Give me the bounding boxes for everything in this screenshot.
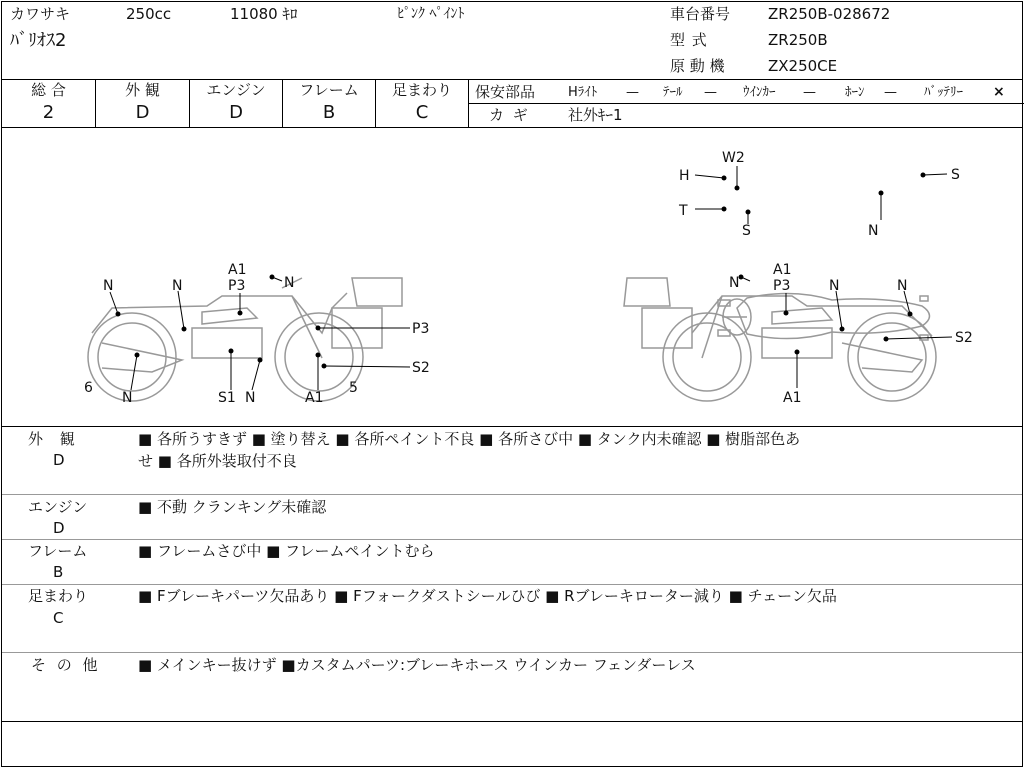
remark-exterior-label: 外 観 — [28, 430, 81, 448]
label-w2: W2 — [722, 150, 745, 166]
divider — [2, 79, 1022, 80]
safety-tail: ﾃｰﾙ — [663, 85, 683, 100]
key-value: 社外ｷｰ1 — [568, 106, 623, 124]
engine-type-label: 原 動 機 — [670, 57, 725, 75]
frame-number-value: ZR250B-028672 — [768, 5, 891, 23]
remark-exterior-grade: D — [53, 451, 65, 469]
label-s2: S2 — [955, 330, 973, 346]
label-n: N — [897, 278, 908, 294]
engine-type-value: ZX250CE — [768, 57, 838, 75]
remark-exterior-text2: せ ■ 各所外装取付不良 — [138, 452, 297, 470]
grade-overall-label: 総 合 — [31, 81, 66, 99]
remark-suspension-text: ■ Fブレーキパーツ欠品あり ■ Fフォークダストシールひび ■ Rブレーキローター減り ■ チェーン欠品 — [138, 587, 837, 605]
label-n: N — [245, 390, 256, 406]
label-a1: A1 — [228, 262, 247, 278]
remark-frame-text: ■ フレームさび中 ■ フレームペイントむら — [138, 542, 435, 560]
safety-battery: ﾊﾞｯﾃﾘｰ — [924, 85, 963, 100]
label-h: H — [679, 168, 690, 184]
key-label: カ ギ — [489, 106, 530, 124]
model-name: ﾊﾞﾘｵｽ2 — [10, 30, 67, 51]
label-n: N — [172, 278, 183, 294]
safety-winker-mark: — — [803, 85, 816, 100]
label-n: N — [122, 390, 133, 406]
mileage: 11080 ｷﾛ — [230, 5, 298, 23]
safety-headlight: Hﾗｲﾄ — [568, 85, 598, 100]
frame-number-label: 車台番号 — [670, 5, 731, 23]
label-n: N — [829, 278, 840, 294]
safety-winker: ｳｲﾝｶｰ — [743, 85, 776, 100]
label-n: N — [729, 275, 740, 291]
inspection-sheet — [1, 1, 1023, 767]
label-p3: P3 — [773, 278, 791, 294]
safety-horn-mark: — — [884, 85, 897, 100]
remark-exterior-text: ■ 各所うすきず ■ 塗り替え ■ 各所ペイント不良 ■ 各所さび中 ■ タンク内未確認 ■ 樹脂部色あ — [138, 430, 801, 448]
label-p3: P3 — [412, 321, 430, 337]
remark-suspension-grade: C — [53, 609, 64, 627]
label-n: N — [284, 275, 295, 291]
model-type-value: ZR250B — [768, 31, 828, 49]
safety-horn: ﾎｰﾝ — [845, 85, 865, 100]
label-a1: A1 — [773, 262, 792, 278]
grade-exterior-label: 外 観 — [125, 81, 160, 99]
label-n: N — [103, 278, 114, 294]
color: ﾋﾟﾝｸ ﾍﾟｲﾝﾄ — [397, 6, 465, 22]
grade-frame-label: フレーム — [299, 81, 359, 99]
label-s1: S1 — [218, 390, 236, 406]
remark-frame-grade: B — [53, 563, 64, 581]
label-n-top: N — [868, 223, 879, 239]
safety-headlight-mark: — — [626, 85, 639, 100]
label-a1: A1 — [783, 390, 802, 406]
displacement: 250cc — [126, 5, 172, 23]
remark-engine-text: ■ 不動 クランキング未確認 — [138, 498, 327, 516]
bike-diagram — [2, 128, 1022, 426]
grade-suspension-label: 足まわり — [391, 81, 452, 99]
remark-other-label: そ の 他 — [31, 656, 101, 674]
safety-battery-mark: × — [993, 84, 1005, 100]
remark-suspension-label: 足まわり — [28, 587, 89, 605]
label-t: T — [679, 203, 688, 219]
label-6: 6 — [84, 380, 93, 396]
grade-engine-value: D — [229, 102, 243, 123]
remark-other-text: ■ メインキー抜けず ■カスタムパーツ:ブレーキホース ウインカー フェンダーレス — [138, 656, 696, 674]
grade-suspension-value: C — [415, 102, 429, 123]
label-s-front: S — [742, 223, 751, 239]
grade-engine-label: エンジン — [206, 81, 266, 99]
label-s2: S2 — [412, 360, 430, 376]
remark-engine-grade: D — [53, 519, 65, 537]
label-5: 5 — [349, 380, 358, 396]
label-a1: A1 — [305, 390, 324, 406]
maker: カワサキ — [10, 5, 71, 23]
remark-frame-label: フレーム — [28, 542, 88, 560]
remark-engine-label: エンジン — [28, 498, 88, 516]
safety-tail-mark: — — [704, 85, 717, 100]
label-p3: P3 — [228, 278, 246, 294]
label-s-rear: S — [951, 167, 960, 183]
safety-parts-label: 保安部品 — [475, 83, 536, 101]
grade-overall-value: 2 — [42, 102, 55, 123]
model-type-label: 型 式 — [670, 31, 708, 49]
grade-exterior-value: D — [135, 102, 150, 123]
grade-frame-value: B — [322, 102, 336, 123]
